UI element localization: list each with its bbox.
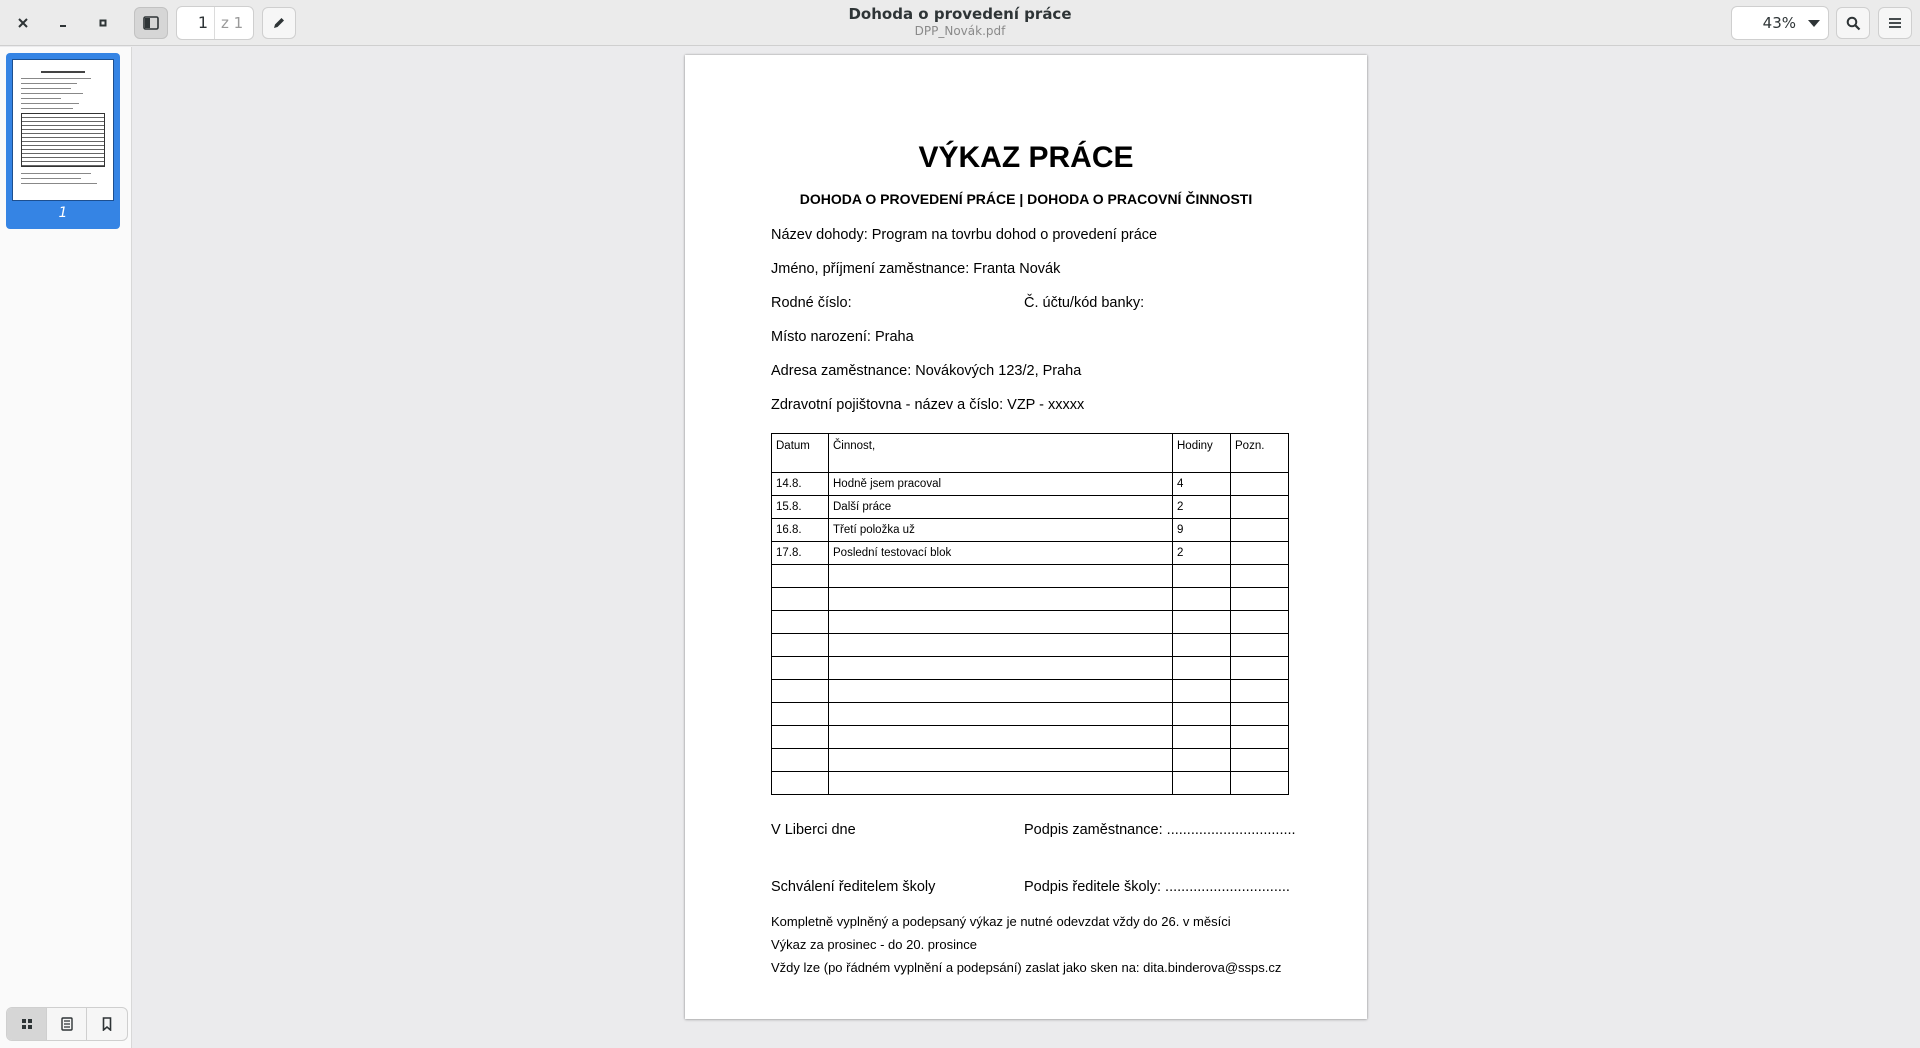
- cell-cinnost: [829, 657, 1173, 680]
- thumbnail-preview: [12, 59, 114, 201]
- cell-pozn: [1231, 749, 1289, 772]
- cell-pozn: [1231, 519, 1289, 542]
- sidebar-toggle-icon: [143, 16, 159, 30]
- table-row: [772, 473, 1289, 496]
- cell-pozn: [1231, 473, 1289, 496]
- cell-cinnost: Další práce: [829, 496, 1173, 519]
- cell-hodiny: [1173, 749, 1231, 772]
- page-thumbnail[interactable]: [6, 53, 120, 229]
- cell-cinnost: [829, 749, 1173, 772]
- cell-cinnost: [829, 703, 1173, 726]
- zoom-dropdown[interactable]: [1731, 6, 1829, 40]
- thumbnails-view-button[interactable]: [7, 1008, 47, 1040]
- field-misto-narozeni: Místo narození: Praha: [771, 329, 914, 345]
- field-rodne-cislo: Rodné číslo:: [771, 295, 852, 311]
- maximize-window-button[interactable]: [87, 7, 119, 39]
- window-title-block: [760, 4, 1160, 39]
- search-button[interactable]: [1836, 7, 1870, 39]
- cell-pozn: [1231, 680, 1289, 703]
- cell-datum: [772, 703, 829, 726]
- cell-datum: [772, 749, 829, 772]
- vykaz-table: [771, 433, 1289, 795]
- cell-pozn: [1231, 565, 1289, 588]
- note-prosinec: Výkaz za prosinec - do 20. prosince: [771, 937, 977, 952]
- table-row: [772, 749, 1289, 772]
- cell-pozn: [1231, 726, 1289, 749]
- field-pojistovna: Zdravotní pojištovna - název a číslo: VZP - xxxxx: [771, 397, 1085, 413]
- bookmarks-icon: [102, 1017, 112, 1031]
- cell-pozn: [1231, 542, 1289, 565]
- cell-cinnost: [829, 726, 1173, 749]
- cell-datum: [772, 726, 829, 749]
- current-page-input[interactable]: 1: [177, 7, 215, 39]
- document-view[interactable]: [133, 47, 1920, 1048]
- cell-hodiny: [1173, 772, 1231, 795]
- cell-hodiny: [1173, 703, 1231, 726]
- table-row: [772, 726, 1289, 749]
- menu-icon: [1888, 17, 1902, 29]
- schvaleni-reditelem: Schválení ředitelem školy: [771, 879, 936, 895]
- cell-datum: [772, 565, 829, 588]
- header-pozn: Pozn.: [1231, 434, 1289, 473]
- document-subtitle: DOHODA O PROVEDENÍ PRÁCE | DOHODA O PRACOVNÍ ČINNOSTI: [799, 191, 1253, 207]
- cell-pozn: [1231, 588, 1289, 611]
- table-row: [772, 611, 1289, 634]
- field-jmeno: Jméno, příjmení zaměstnance: Franta Novák: [771, 261, 1061, 277]
- cell-hodiny: [1173, 657, 1231, 680]
- cell-hodiny: [1173, 726, 1231, 749]
- annotate-pencil-icon: [272, 16, 286, 30]
- outline-icon: [61, 1017, 73, 1031]
- table-row: [772, 588, 1289, 611]
- field-adresa: Adresa zaměstnance: Novákových 123/2, Praha: [771, 363, 1082, 379]
- cell-cinnost: Třetí položka už: [829, 519, 1173, 542]
- table-row: [772, 680, 1289, 703]
- search-icon: [1846, 16, 1861, 31]
- cell-pozn: [1231, 772, 1289, 795]
- table-row: [772, 634, 1289, 657]
- cell-hodiny: 4: [1173, 473, 1231, 496]
- chevron-down-icon: [1808, 20, 1820, 27]
- zoom-value: 43%: [1762, 14, 1796, 32]
- table-row: [772, 565, 1289, 588]
- cell-pozn: [1231, 496, 1289, 519]
- header-bar: [0, 0, 1920, 46]
- minimize-window-button[interactable]: [47, 7, 79, 39]
- table-row: [772, 703, 1289, 726]
- header-cinnost: Činnost,: [829, 434, 1173, 473]
- cell-datum: [772, 657, 829, 680]
- sidebar: [0, 47, 132, 1048]
- cell-hodiny: 9: [1173, 519, 1231, 542]
- cell-datum: [772, 634, 829, 657]
- podpis-zamestnance: Podpis zaměstnance: ................................: [1024, 822, 1296, 838]
- cell-hodiny: [1173, 565, 1231, 588]
- close-icon: [17, 17, 29, 29]
- table-row: [772, 772, 1289, 795]
- cell-datum: 15.8.: [772, 496, 829, 519]
- main-menu-button[interactable]: [1878, 7, 1912, 39]
- cell-cinnost: [829, 611, 1173, 634]
- podpis-reditele: Podpis ředitele školy: ...............................: [1024, 879, 1290, 895]
- cell-hodiny: [1173, 634, 1231, 657]
- cell-datum: 14.8.: [772, 473, 829, 496]
- cell-hodiny: 2: [1173, 542, 1231, 565]
- document-title: VÝKAZ PRÁCE: [918, 141, 1134, 174]
- cell-cinnost: Poslední testovací blok: [829, 542, 1173, 565]
- cell-datum: [772, 772, 829, 795]
- cell-hodiny: [1173, 588, 1231, 611]
- table-row: [772, 496, 1289, 519]
- pdf-page: [685, 55, 1367, 1019]
- cell-datum: [772, 588, 829, 611]
- cell-cinnost: [829, 680, 1173, 703]
- cell-hodiny: 2: [1173, 496, 1231, 519]
- total-pages-label: z 1: [221, 14, 244, 32]
- cell-hodiny: [1173, 680, 1231, 703]
- table-row: [772, 519, 1289, 542]
- maximize-icon: [97, 17, 109, 29]
- table-row: [772, 657, 1289, 680]
- cell-pozn: [1231, 634, 1289, 657]
- cell-datum: [772, 680, 829, 703]
- table-row: [772, 542, 1289, 565]
- cell-pozn: [1231, 703, 1289, 726]
- page-number-field[interactable]: [176, 6, 254, 40]
- cell-cinnost: [829, 634, 1173, 657]
- thumbnail-page-label: 1: [58, 205, 68, 221]
- header-datum: Datum: [772, 434, 829, 473]
- cell-datum: 16.8.: [772, 519, 829, 542]
- note-sken: Vždy lze (po řádném vyplnění a podepsání) zaslat jako sken na: dita.binderova@ssps.cz: [771, 960, 1282, 975]
- cell-hodiny: [1173, 611, 1231, 634]
- cell-datum: [772, 611, 829, 634]
- note-odevzdani: Kompletně vyplněný a podepsaný výkaz je nutné odevzdat vždy do 26. v měsíci: [771, 914, 1231, 929]
- table-header-row: [772, 434, 1289, 473]
- cell-cinnost: [829, 565, 1173, 588]
- cell-pozn: [1231, 657, 1289, 680]
- field-cislo-uctu: Č. účtu/kód banky:: [1024, 295, 1145, 311]
- window-subtitle: DPP_Novák.pdf: [914, 24, 1006, 38]
- sidebar-view-switcher: [6, 1007, 128, 1041]
- sidebar-toggle-button[interactable]: [134, 7, 168, 39]
- cell-cinnost: [829, 772, 1173, 795]
- cell-datum: 17.8.: [772, 542, 829, 565]
- outline-view-button[interactable]: [47, 1008, 87, 1040]
- window-title: Dohoda o provedení práce: [848, 5, 1072, 23]
- cell-cinnost: Hodně jsem pracoval: [829, 473, 1173, 496]
- header-hodiny: Hodiny: [1173, 434, 1231, 473]
- thumbnails-icon: [21, 1018, 33, 1030]
- bookmarks-view-button[interactable]: [87, 1008, 127, 1040]
- field-nazev-dohody: Název dohody: Program na tovrbu dohod o provedení práce: [771, 227, 1158, 243]
- v-liberci-dne: V Liberci dne: [771, 822, 856, 838]
- minimize-icon: [57, 17, 69, 29]
- close-window-button[interactable]: [7, 7, 39, 39]
- cell-pozn: [1231, 611, 1289, 634]
- cell-cinnost: [829, 588, 1173, 611]
- annotate-button[interactable]: [262, 7, 296, 39]
